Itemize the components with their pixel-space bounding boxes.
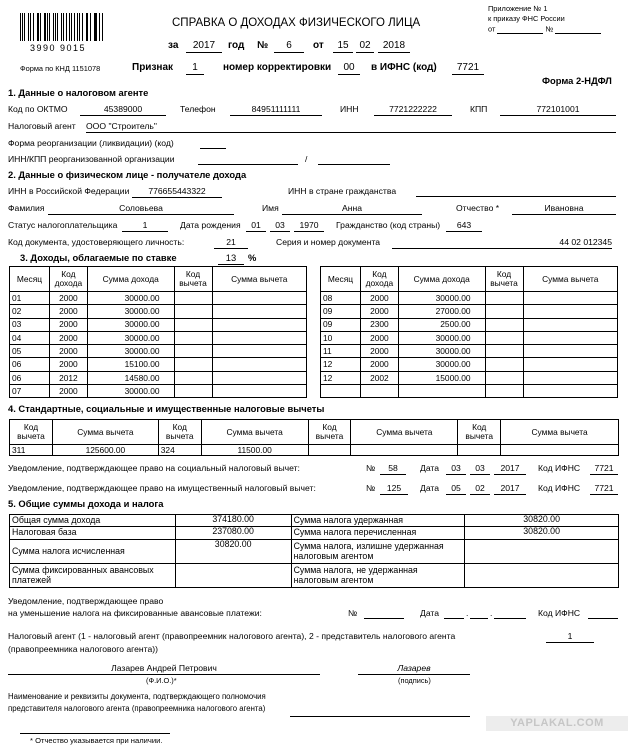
god-label: год — [228, 40, 245, 51]
date-year: 2018 — [378, 40, 410, 53]
income-cell — [523, 385, 618, 398]
income-cell: 02 — [10, 305, 50, 318]
property-num: 125 — [380, 484, 408, 495]
income-table-header — [321, 267, 618, 292]
barcode-bar — [53, 13, 54, 41]
property-num-label: № — [366, 483, 376, 493]
ot-label: от — [313, 40, 324, 51]
name-label: Имя — [262, 203, 279, 213]
agent-type-line2: (правопреемника налогового агента)) — [8, 644, 158, 654]
income-cell — [485, 385, 523, 398]
social-ifns: 7721 — [590, 464, 618, 475]
income-row — [321, 318, 618, 331]
income-cell: 06 — [10, 358, 50, 371]
income-row — [10, 345, 307, 358]
income-cell: 08 — [321, 292, 361, 305]
barcode-bar — [95, 13, 96, 41]
income-cell: 2500.00 — [398, 318, 485, 331]
agent-inn-value: 7721222222 — [374, 105, 452, 116]
correction-value: 00 — [338, 62, 360, 75]
income-cell — [523, 345, 618, 358]
income-cell — [212, 371, 307, 384]
barcode-bar — [57, 13, 58, 41]
income-row — [10, 371, 307, 384]
income-cell: 07 — [10, 385, 50, 398]
agent-type-value: 1 — [546, 632, 594, 643]
income-table-right — [320, 266, 618, 398]
report-number: 6 — [274, 40, 304, 53]
income-row — [321, 345, 618, 358]
tax-base-value: 237080.00 — [175, 527, 291, 540]
fixed-dot2: . — [490, 608, 493, 618]
reorg-value — [200, 139, 226, 149]
ifns-label: в ИФНС (код) — [371, 62, 437, 73]
tax-excess-label: Сумма налога, излишне удержанная налоговым агентом — [291, 540, 465, 564]
date-month: 02 — [356, 40, 374, 53]
fixed-year — [494, 609, 526, 619]
income-cell: 30000.00 — [87, 331, 174, 344]
income-cell — [212, 331, 307, 344]
income-header-cell: Сумма вычета — [523, 267, 618, 292]
income-cell: 30000.00 — [87, 345, 174, 358]
appendix-line3 — [488, 25, 601, 34]
tax-withheld-value: 30820.00 — [465, 515, 619, 527]
totals-row — [10, 540, 619, 564]
income-cell: 27000.00 — [398, 305, 485, 318]
status-label: Статус налогоплательщика — [8, 220, 118, 230]
income-cell — [212, 305, 307, 318]
total-income-label: Общая сумма дохода — [10, 515, 176, 527]
signer-name: Лазарев Андрей Петрович — [8, 664, 320, 675]
birth-month: 03 — [270, 221, 290, 232]
tax-rate: 13 — [218, 253, 244, 265]
barcode-bar — [71, 13, 72, 41]
income-cell — [174, 371, 212, 384]
property-day: 05 — [446, 484, 466, 495]
income-cell: 15100.00 — [87, 358, 174, 371]
tax-not-withheld-value — [465, 564, 619, 588]
deductions-row — [10, 445, 619, 456]
income-cell: 2300 — [360, 318, 398, 331]
doc-code-label: Код документа, удостоверяющего личность: — [8, 237, 185, 247]
income-cell — [212, 292, 307, 305]
income-row — [10, 358, 307, 371]
income-cell — [174, 358, 212, 371]
appendix-line1: Приложение № 1 — [488, 4, 548, 13]
appendix-num-label: № — [545, 24, 554, 34]
income-cell — [174, 331, 212, 344]
doc-series-label: Серия и номер документа — [276, 237, 381, 247]
social-day: 03 — [446, 464, 466, 475]
status-value: 1 — [122, 221, 168, 232]
social-notice-label: Уведомление, подтверждающее право на социальный налоговый вычет: — [8, 463, 300, 473]
tax-calc-label: Сумма налога исчисленная — [10, 540, 176, 564]
income-cell — [485, 292, 523, 305]
income-cell: 04 — [10, 331, 50, 344]
signature-caption: (подпись) — [398, 676, 431, 685]
citizenship-value: 643 — [446, 221, 482, 232]
watermark: YAPLAKAL.COM — [486, 716, 628, 731]
income-cell — [174, 345, 212, 358]
income-cell — [485, 331, 523, 344]
social-year: 2017 — [494, 464, 526, 475]
income-cell: 2000 — [360, 358, 398, 371]
income-cell: 15000.00 — [398, 371, 485, 384]
kpp-label: КПП — [470, 104, 488, 114]
income-row — [10, 292, 307, 305]
deduction-cell: 125600.00 — [52, 445, 158, 456]
income-cell — [523, 358, 618, 371]
income-cell — [212, 345, 307, 358]
income-cell — [523, 305, 618, 318]
totals-row — [10, 515, 619, 527]
income-cell: 14580.00 — [87, 371, 174, 384]
income-cell — [174, 385, 212, 398]
page-title: СПРАВКА О ДОХОДАХ ФИЗИЧЕСКОГО ЛИЦА — [172, 17, 421, 29]
income-cell — [212, 385, 307, 398]
barcode-bar — [20, 13, 21, 41]
income-cell: 2000 — [49, 385, 87, 398]
income-cell: 2000 — [49, 318, 87, 331]
income-cell: 2000 — [49, 358, 87, 371]
ifns-value: 7721 — [452, 62, 484, 75]
property-month: 02 — [470, 484, 490, 495]
income-row — [321, 371, 618, 384]
percent-sign: % — [248, 252, 257, 263]
tax-transferred-label: Сумма налога перечисленная — [291, 527, 465, 540]
agent-label: Налоговый агент — [8, 121, 76, 131]
income-row — [10, 385, 307, 398]
doc-code-value: 21 — [214, 238, 248, 249]
deduction-header-cell: Код вычета — [458, 420, 501, 445]
doc-name-line2: представителя налогового агента (правопреемника налогового агента) — [8, 704, 266, 713]
income-row — [321, 331, 618, 344]
deduction-cell — [308, 445, 351, 456]
barcode-bar — [102, 13, 103, 41]
social-month: 03 — [470, 464, 490, 475]
reorg-inn-value — [198, 155, 298, 165]
barcode-bar — [79, 13, 80, 41]
income-cell: 05 — [10, 345, 50, 358]
fio-caption: (Ф.И.О.)* — [146, 676, 177, 685]
agent-inn-label: ИНН — [340, 104, 359, 114]
section4-title: 4. Стандартные, социальные и имущественные налоговые вычеты — [8, 403, 325, 414]
income-row — [321, 385, 618, 398]
inn-country-label: ИНН в стране гражданства — [288, 186, 397, 196]
fixed-notice-line2: на уменьшение налога на фиксированные авансовые платежи: — [8, 608, 262, 618]
deduction-header-cell: Сумма вычета — [201, 420, 308, 445]
date-day: 15 — [333, 40, 353, 53]
income-cell — [523, 331, 618, 344]
fixed-num — [364, 609, 404, 619]
social-num: 58 — [380, 464, 406, 475]
income-header-cell: Код вычета — [174, 267, 212, 292]
property-ifns: 7721 — [590, 484, 618, 495]
property-ifns-label: Код ИФНС — [538, 483, 581, 493]
surname-value: Соловьева — [48, 204, 234, 215]
doc-series-value: 44 02 012345 — [392, 238, 612, 249]
income-cell: 11 — [321, 345, 361, 358]
priznak-label: Признак — [132, 62, 174, 73]
social-ifns-label: Код ИФНС — [538, 463, 581, 473]
income-row — [321, 292, 618, 305]
barcode-bar — [44, 13, 45, 41]
income-cell — [321, 385, 361, 398]
income-cell: 06 — [10, 371, 50, 384]
income-cell — [523, 318, 618, 331]
correction-label: номер корректировки — [223, 62, 332, 73]
income-cell: 2000 — [49, 305, 87, 318]
income-table-header — [10, 267, 307, 292]
barcode — [20, 13, 104, 41]
income-cell — [485, 371, 523, 384]
income-cell — [485, 345, 523, 358]
deduction-cell: 311 — [10, 445, 53, 456]
barcode-number: 3990 9015 — [30, 43, 87, 53]
kpp-value: 772101001 — [500, 105, 616, 116]
property-notice-label: Уведомление, подтверждающее право на имущественный налоговый вычет: — [8, 483, 316, 493]
deduction-cell: 324 — [158, 445, 201, 456]
reorg-kpp-value — [318, 155, 390, 165]
deduction-header-cell: Код вычета — [308, 420, 351, 445]
report-year: 2017 — [186, 40, 222, 53]
fixed-adv-label: Сумма фиксированных авансовых платежей — [10, 564, 176, 588]
deduction-cell — [351, 445, 458, 456]
income-cell: 12 — [321, 358, 361, 371]
barcode-bar — [33, 13, 34, 41]
agent-type-line1: Налоговый агент (1 - налоговый агент (правопреемник налогового агента), 2 - представитель налогового агента — [8, 631, 456, 641]
totals-row — [10, 564, 619, 588]
phone-label: Телефон — [180, 104, 216, 114]
doc-name-underline — [290, 716, 470, 717]
property-date-label: Дата — [420, 483, 440, 493]
deduction-cell — [458, 445, 501, 456]
section3-title: 3. Доходы, облагаемые по ставке — [20, 252, 177, 263]
income-cell — [485, 305, 523, 318]
income-cell: 10 — [321, 331, 361, 344]
income-cell — [360, 385, 398, 398]
income-cell — [174, 292, 212, 305]
income-cell: 30000.00 — [398, 331, 485, 344]
appendix-num-field — [555, 25, 601, 34]
income-row — [10, 318, 307, 331]
deductions-table — [9, 419, 619, 456]
income-cell — [174, 305, 212, 318]
form-knd: Форма по КНД 1151078 — [20, 64, 101, 73]
barcode-bar — [28, 13, 29, 41]
income-cell: 2000 — [360, 305, 398, 318]
income-cell: 30000.00 — [398, 292, 485, 305]
income-header-cell: Сумма дохода — [87, 267, 174, 292]
tax-not-withheld-label: Сумма налога, не удержанная налоговым агентом — [291, 564, 465, 588]
deduction-header-cell: Сумма вычета — [351, 420, 458, 445]
income-cell: 30000.00 — [87, 318, 174, 331]
income-cell: 2000 — [49, 292, 87, 305]
income-header-cell: Месяц — [321, 267, 361, 292]
phone-value: 84951111111 — [230, 105, 322, 116]
number-label: № — [257, 40, 269, 51]
barcode-bar — [77, 13, 78, 41]
appendix-line2: к приказу ФНС России — [488, 14, 565, 23]
income-cell: 2000 — [49, 345, 87, 358]
income-cell: 2000 — [360, 345, 398, 358]
totals-table — [9, 514, 619, 588]
oktmo-label: Код по ОКТМО — [8, 104, 68, 114]
income-cell — [212, 318, 307, 331]
income-header-cell: Код дохода — [360, 267, 398, 292]
income-cell: 09 — [321, 318, 361, 331]
income-cell: 30000.00 — [398, 358, 485, 371]
footnote-divider — [20, 733, 170, 734]
income-header-cell: Сумма дохода — [398, 267, 485, 292]
fixed-date-label: Дата — [420, 608, 440, 618]
surname-label: Фамилия — [8, 203, 45, 213]
income-cell: 2012 — [49, 371, 87, 384]
tax-base-label: Налоговая база — [10, 527, 176, 540]
fixed-ifns-label: Код ИФНС — [538, 608, 581, 618]
income-cell: 2000 — [360, 331, 398, 344]
inn-rf-label: ИНН в Российской Федерации — [8, 186, 130, 196]
fixed-ifns — [588, 609, 618, 619]
income-cell: 2000 — [360, 292, 398, 305]
income-row — [321, 358, 618, 371]
income-cell: 30000.00 — [87, 385, 174, 398]
patronymic-value: Ивановна — [512, 204, 616, 215]
fixed-day — [444, 609, 464, 619]
income-header-cell: Сумма вычета — [212, 267, 307, 292]
tax-calc-value: 30820.00 — [175, 540, 291, 564]
inn-country-value — [416, 187, 616, 197]
birth-label: Дата рождения — [180, 220, 241, 230]
agent-value: ООО "Строитель" — [86, 122, 616, 133]
section5-title: 5. Общие суммы дохода и налога — [8, 498, 164, 509]
income-cell: 03 — [10, 318, 50, 331]
income-cell: 30000.00 — [398, 345, 485, 358]
fixed-adv-value — [175, 564, 291, 588]
priznak-value: 1 — [186, 62, 204, 75]
section1-title: 1. Данные о налоговом агенте — [8, 87, 149, 98]
income-header-cell: Месяц — [10, 267, 50, 292]
inn-rf-value: 776655443322 — [132, 187, 222, 198]
deduction-cell: 11500.00 — [201, 445, 308, 456]
doc-name-line1: Наименование и реквизиты документа, подтверждающего полномочия — [8, 692, 266, 701]
income-table-left — [9, 266, 307, 398]
income-cell — [523, 292, 618, 305]
income-header-cell: Код дохода — [49, 267, 87, 292]
tax-withheld-label: Сумма налога удержанная — [291, 515, 465, 527]
fixed-notice-line1: Уведомление, подтверждающее право — [8, 596, 164, 606]
income-row — [10, 305, 307, 318]
total-income-value: 374180.00 — [175, 515, 291, 527]
income-header-cell: Код вычета — [485, 267, 523, 292]
birth-year: 1970 — [294, 221, 324, 232]
income-cell: 01 — [10, 292, 50, 305]
income-cell: 30000.00 — [87, 292, 174, 305]
income-row — [321, 305, 618, 318]
fixed-num-label: № — [348, 608, 358, 618]
citizenship-label: Гражданство (код страны) — [336, 220, 441, 230]
reorg-inn-label: ИНН/КПП реорганизованной организации — [8, 154, 175, 164]
form-name: Форма 2-НДФЛ — [542, 75, 612, 86]
deduction-header-cell: Код вычета — [158, 420, 201, 445]
income-cell — [485, 358, 523, 371]
income-cell — [485, 318, 523, 331]
income-row — [10, 331, 307, 344]
deduction-header-cell: Код вычета — [10, 420, 53, 445]
barcode-bar — [40, 13, 41, 41]
social-num-label: № — [366, 463, 376, 473]
fixed-month — [470, 609, 488, 619]
patronymic-label: Отчество * — [456, 203, 500, 213]
name-value: Анна — [282, 204, 422, 215]
tax-excess-value — [465, 540, 619, 564]
reorg-slash: / — [305, 154, 308, 164]
income-cell — [174, 318, 212, 331]
footnote: * Отчество указывается при наличии. — [30, 736, 163, 745]
deduction-header-cell: Сумма вычета — [501, 420, 619, 445]
oktmo-value: 45389000 — [80, 105, 166, 116]
deduction-header-cell: Сумма вычета — [52, 420, 158, 445]
income-cell — [398, 385, 485, 398]
income-cell: 30000.00 — [87, 305, 174, 318]
tax-transferred-value: 30820.00 — [465, 527, 619, 540]
reorg-label: Форма реорганизации (ликвидации) (код) — [8, 138, 174, 148]
barcode-bar — [87, 13, 88, 41]
income-cell: 2002 — [360, 371, 398, 384]
social-date-label: Дата — [420, 463, 440, 473]
fixed-dot1: . — [466, 608, 469, 618]
totals-row — [10, 527, 619, 540]
signature: Лазарев — [358, 664, 470, 675]
deduction-cell — [501, 445, 619, 456]
income-cell — [212, 358, 307, 371]
birth-day: 01 — [246, 221, 266, 232]
income-cell — [523, 371, 618, 384]
property-year: 2017 — [494, 484, 526, 495]
barcode-bar — [63, 13, 64, 41]
za-label: за — [168, 40, 179, 51]
income-cell: 12 — [321, 371, 361, 384]
section2-title: 2. Данные о физическом лице - получателе дохода — [8, 169, 247, 180]
appendix-date-field — [497, 25, 543, 34]
appendix-ot-label: от — [488, 24, 496, 34]
deductions-header — [10, 420, 619, 445]
income-cell: 2000 — [49, 331, 87, 344]
income-cell: 09 — [321, 305, 361, 318]
